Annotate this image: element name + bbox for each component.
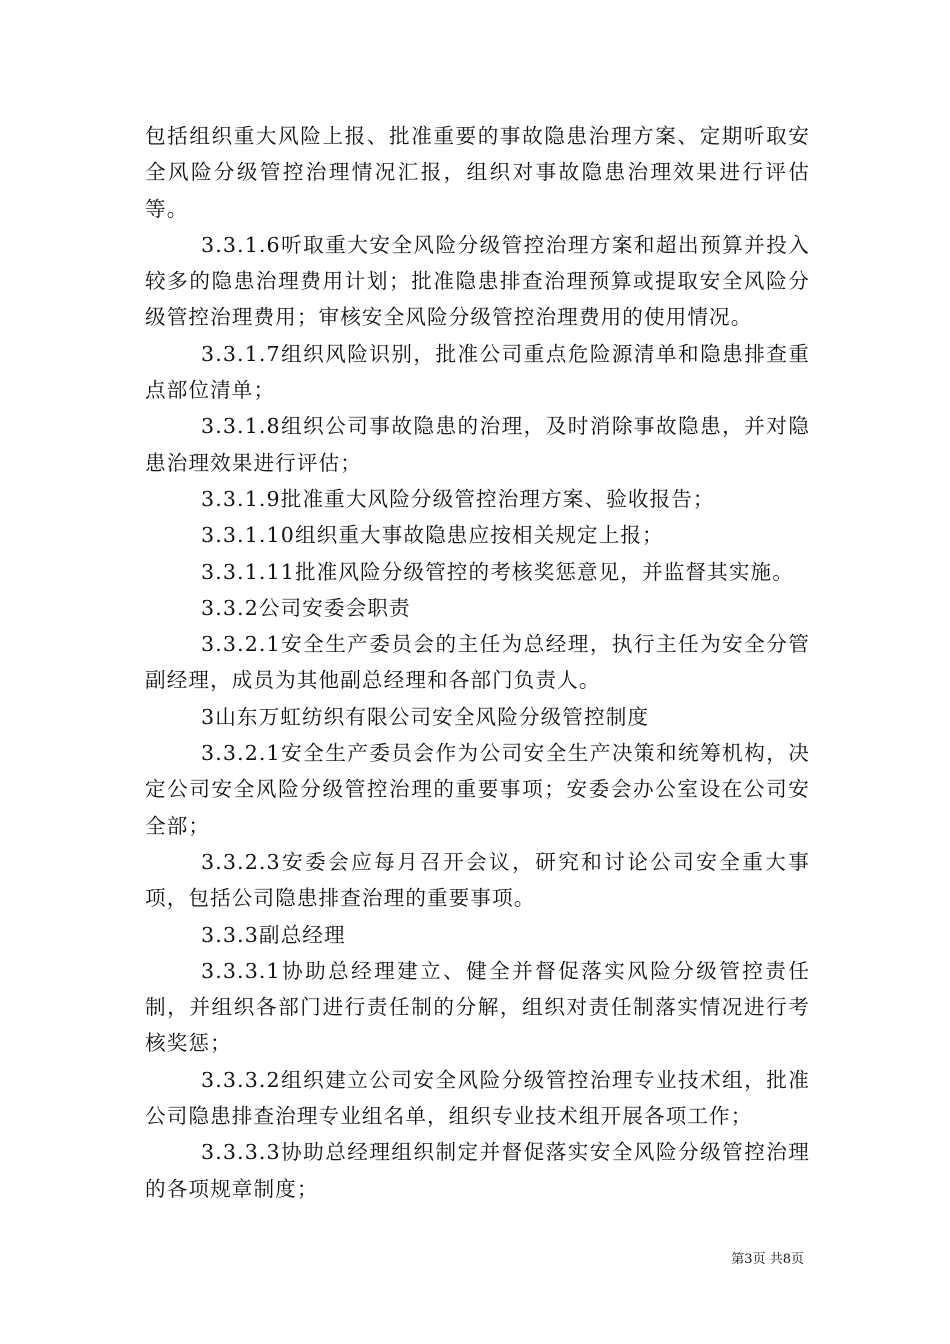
- footer-prefix: 第: [731, 1252, 745, 1267]
- footer-suffix: 页: [790, 1252, 804, 1267]
- paragraph-1: 包括组织重大风险上报、批准重要的事故隐患治理方案、定期听取安全风险分级管控治理情况汇报，组织对事故隐患治理效果进行评估等。: [145, 124, 810, 221]
- paragraph-14: 3.3.3.1协助总经理建立、健全并督促落实风险分级管控责任制，并组织各部门进行责任制的分解，组织对责任制落实情况进行考核奖惩；: [145, 958, 810, 1056]
- footer-total-pages: 8: [782, 1252, 791, 1267]
- footer-middle: 页 共: [752, 1252, 783, 1267]
- paragraph-5: 3.3.1.9批准重大风险分级管控治理方案、验收报告；: [201, 486, 715, 511]
- document-title-line: 3山东万虹纺织有限公司安全风险分级管控制度: [201, 704, 650, 729]
- paragraph-11: 3.3.2.1安全生产委员会作为公司安全生产决策和统筹机构，决定公司安全风险分级管控治理的重要事项；安委会办公室设在公司安全部；: [145, 741, 810, 838]
- paragraph-12: 3.3.2.3安委会应每月召开会议，研究和讨论公司安全重大事项，包括公司隐患排查治理的重要事项。: [145, 849, 810, 911]
- paragraph-7: 3.3.1.11批准风险分级管控的考核奖惩意见，并监督其实施。: [201, 559, 794, 584]
- paragraph-9: 3.3.2.1安全生产委员会的主任为总经理，执行主任为安全分管副经理，成员为其他副总经理和各部门负责人。: [145, 632, 810, 693]
- paragraph-2: 3.3.1.6听取重大安全风险分级管控治理方案和超出预算并投入较多的隐患治理费用计划；批准隐患排查治理预算或提取安全风险分级管控治理费用；审核安全风险分级管控治理费用的使用情况。: [145, 232, 810, 330]
- page-number-footer: [731, 1248, 804, 1267]
- paragraph-3: 3.3.1.7组织风险识别，批准公司重点危险源清单和隐患排查重点部位清单；: [145, 341, 810, 403]
- paragraph-6: 3.3.1.10组织重大事故隐患应按相关规定上报；: [201, 523, 664, 548]
- section-heading-3-3-2: 3.3.2公司安委会职责: [201, 595, 411, 620]
- paragraph-16: 3.3.3.3协助总经理组织制定并督促落实安全风险分级管控治理的各项规章制度；: [145, 1140, 810, 1201]
- paragraph-15: 3.3.3.2组织建立公司安全风险分级管控治理专业技术组，批准公司隐患排查治理专业组名单，组织专业技术组开展各项工作；: [145, 1067, 810, 1129]
- document-body: [145, 118, 810, 1207]
- paragraph-4: 3.3.1.8组织公司事故隐患的治理，及时消除事故隐患，并对隐患治理效果进行评估；: [145, 414, 810, 475]
- footer-current-page: 3: [744, 1252, 753, 1267]
- section-heading-3-3-3: 3.3.3副总经理: [201, 922, 346, 947]
